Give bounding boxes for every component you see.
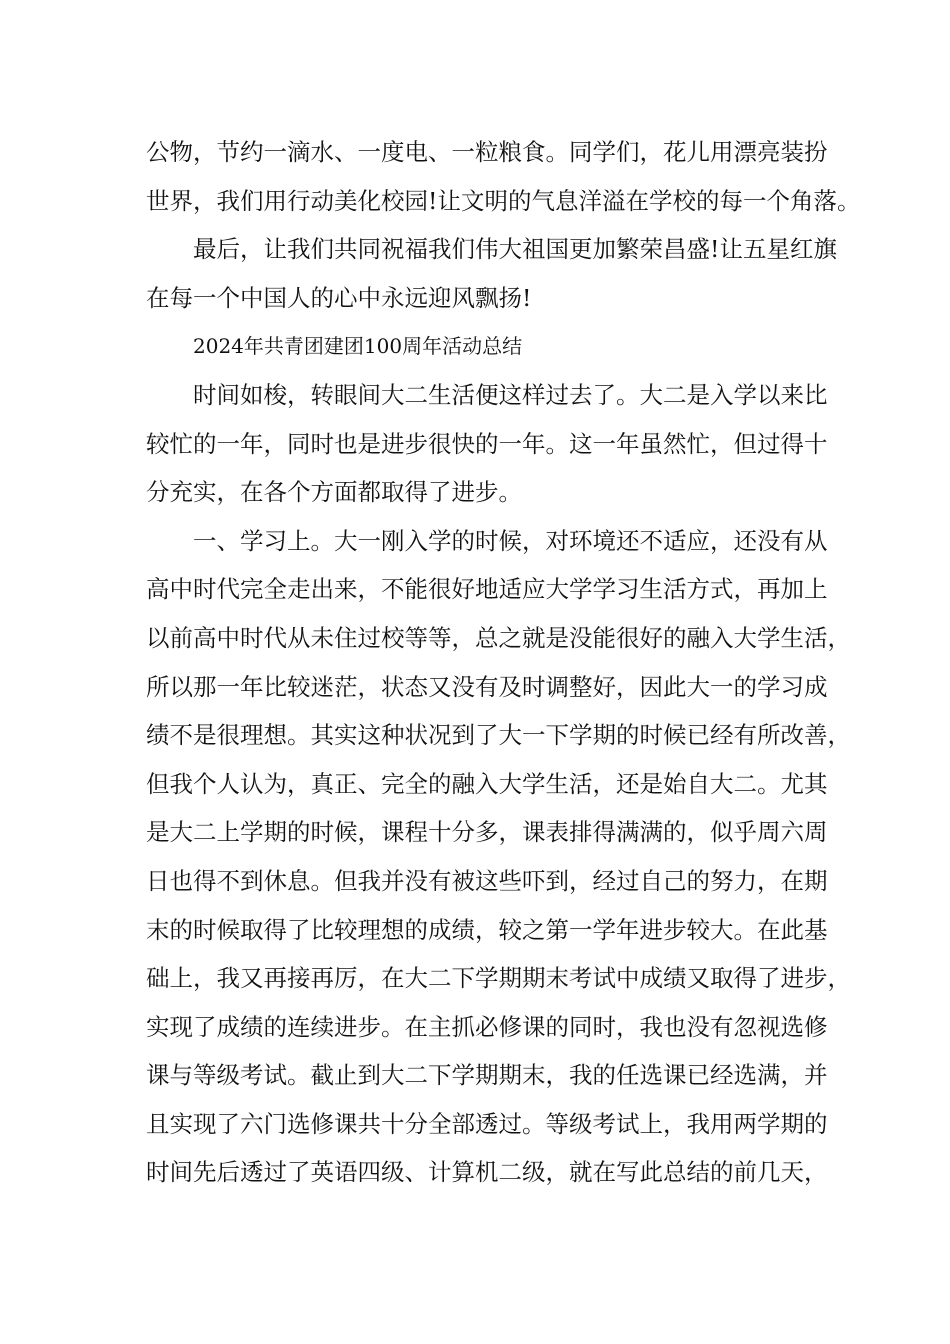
text-line: 分充实，在各个方面都取得了进步。 (146, 478, 522, 507)
text-line: 日也得不到休息。但我并没有被这些吓到，经过自己的努力，在期 (146, 866, 828, 895)
text-line: 在每一个中国人的心中永远迎风飘扬! (146, 283, 532, 312)
section-title-text: 2024年共青团建团100周年活动总结 (193, 334, 523, 359)
paragraph-2 (146, 225, 837, 322)
paragraph-3 (146, 371, 828, 517)
text-line: 末的时候取得了比较理想的成绩，较之第一学年进步较大。在此基 (146, 915, 828, 944)
text-line: 础上，我又再接再厉，在大二下学期期末考试中成绩又取得了进步， (146, 964, 851, 993)
text-line: 时间如梭，转眼间大二生活便这样过去了。大二是入学以来比 (193, 380, 828, 409)
text-line: 高中时代完全走出来，不能很好地适应大学学习生活方式，再加上 (146, 575, 828, 604)
text-line: 时间先后透过了英语四级、计算机二级，就在写此总结的前几天， (146, 1158, 828, 1187)
paragraph-1 (146, 128, 861, 225)
text-line: 且实现了六门选修课共十分全部透过。等级考试上，我用两学期的 (146, 1109, 828, 1138)
text-line: 但我个人认为，真正、完全的融入大学生活，还是始自大二。尤其 (146, 769, 828, 798)
text-line: 实现了成绩的连续进步。在主抓必修课的同时，我也没有忽视选修 (146, 1012, 828, 1041)
text-line: 一、学习上。大一刚入学的时候，对环境还不适应，还没有从 (193, 526, 828, 555)
text-line: 所以那一年比较迷茫，状态又没有及时调整好，因此大一的学习成 (146, 672, 828, 701)
text-line: 公物，节约一滴水、一度电、一粒粮食。同学们，花儿用漂亮装扮 (146, 138, 828, 166)
text-line: 最后，让我们共同祝福我们伟大祖国更加繁荣昌盛!让五星红旗 (193, 235, 837, 264)
text-line: 较忙的一年，同时也是进步很快的一年。这一年虽然忙，但过得十 (146, 429, 828, 458)
text-line: 是大二上学期的时候，课程十分多，课表排得满满的，似乎周六周 (146, 818, 828, 847)
text-line: 以前高中时代从未住过校等等，总之就是没能很好的融入大学生活， (146, 623, 851, 652)
text-line: 世界，我们用行动美化校园!让文明的气息洋溢在学校的每一个角落。 (146, 186, 861, 215)
text-line: 绩不是很理想。其实这种状况到了大一下学期的时候已经有所改善， (146, 721, 851, 750)
paragraph-4 (146, 517, 851, 1197)
section-title (146, 322, 822, 371)
document-body (146, 128, 861, 1197)
text-line: 课与等级考试。截止到大二下学期期末，我的任选课已经选满，并 (146, 1061, 828, 1090)
